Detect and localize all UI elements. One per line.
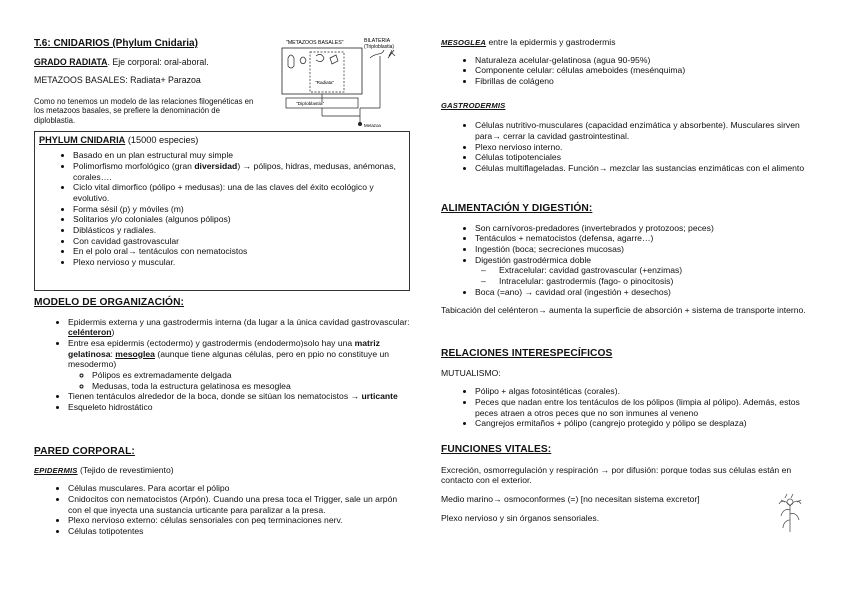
list-item: • Fibrillas de colágeno xyxy=(475,76,821,87)
epidermis-heading: EPIDERMIS (Tejido de revestimiento) xyxy=(34,464,174,475)
modelo-list xyxy=(34,317,412,413)
diagram-label-diplo: "Diploblastia" xyxy=(296,102,325,107)
tabicacion-text: Tabicación del celénteron→ aumenta la superficie de absorción + sistema de transporte interno. xyxy=(441,305,806,316)
phylum-box xyxy=(34,131,410,291)
list-item: • Ingestión (boca; secreciones mucosas) xyxy=(475,244,821,255)
phylum-heading: PHYLUM CNIDARIA (15000 especies) xyxy=(39,135,199,145)
mutualismo-list xyxy=(441,386,821,429)
list-item: • Pólipo + algas fotosintéticas (corales). xyxy=(475,386,821,397)
modelo-title: MODELO DE ORGANIZACIÓN: xyxy=(34,297,185,308)
mutualismo-label: MUTUALISMO: xyxy=(441,367,501,378)
list-item: • Entre esa epidermis (ectodermo) y gastrodermis (endodermo)solo hay una matriz gelatinosa: mesoglea (aunque tiene algunas células, pero en ppio no constituye un mesodermo) ◦ Pólipos es extremadamente delgada ◦ Medusas, toda la estructura gelatinosa es mesoglea xyxy=(68,338,412,391)
list-item: ◦ Medusas, toda la estructura gelatinosa es mesoglea xyxy=(92,381,412,392)
list-item: • Polimorfismo morfológico (gran diversidad) → pólipos, hidras, medusas, anémonas, corales…. xyxy=(73,161,405,182)
mesoglea-heading: MESOGLEA entre la epidermis y gastrodermis xyxy=(441,37,616,47)
list-item: – Intracelular: gastrodermis (fago- o pinocitosis) xyxy=(499,276,821,287)
list-item: • Solitarios y/o coloniales (algunos pólipos) xyxy=(73,214,405,225)
list-item: • Células nutritivo-musculares (capacidad enzimática y absorbente). Musculares sirven para→ cerrar la cavidad gastrointestinal. xyxy=(475,120,821,141)
list-item: • Células multiflageladas. Función→ mezclar las sustancias enzimáticas con el alimento xyxy=(475,163,821,174)
diagram-organism-icons xyxy=(288,50,395,68)
diagram-label-metazoos: "METAZOOS BASALES" xyxy=(286,40,344,46)
phylum-list xyxy=(39,150,405,267)
list-item: • Plexo nervioso externo: células sensoriales con peq terminaciones nerv. xyxy=(68,515,412,526)
diagram-label-triplo: (Triploblastia) xyxy=(364,44,395,50)
alimentacion-list xyxy=(441,223,821,298)
list-item: • Epidermis externa y una gastrodermis interna (da lugar a la única cavidad gastrovascular: celénteron) xyxy=(68,317,412,338)
polyp-illustration-icon xyxy=(776,492,804,534)
list-item: • Digestión gastrodérmica doble – Extracelular: cavidad gastrovascular (+enzimas) – Intracelular: gastrodermis (fago- o pinocitosis) xyxy=(475,255,821,287)
list-item: • Con cavidad gastrovascular xyxy=(73,236,405,247)
digestion-sublist xyxy=(475,265,821,286)
modelo-sublist xyxy=(68,370,412,391)
funciones-p2: Medio marino→ osmoconformes (=) [no necesitan sistema excretor] xyxy=(441,493,700,504)
list-item: • Cangrejos ermitaños + pólipo (cangrejo protegido y pólipo se desplaza) xyxy=(475,418,821,429)
list-item: • Forma sésil (p) y móviles (m) xyxy=(73,204,405,215)
pared-title: PARED CORPORAL: xyxy=(34,446,135,457)
list-item: • Tienen tentáculos alrededor de la boca, donde se sitúan los nematocistos → urticante xyxy=(68,391,412,402)
list-item: • Células totipotentes xyxy=(68,526,412,537)
intro-note: Como no tenemos un modelo de las relaciones filogenéticas en los metazoos basales, se prefiere la denominación de diploblastia. xyxy=(34,97,254,125)
diagram-label-metazoa: Metazoa xyxy=(364,123,381,128)
diagram-label-bilateria: BILATERIA xyxy=(364,38,391,44)
list-item: – Extracelular: cavidad gastrovascular (+enzimas) xyxy=(499,265,821,276)
list-item: • Esqueleto hidrostático xyxy=(68,402,412,413)
list-item: • Naturaleza acelular-gelatinosa (agua 90-95%) xyxy=(475,55,821,66)
list-item: • Peces que nadan entre los tentáculos de los pólipos (limpia al pólipo). Además, estos peces atraen a otros peces que no son inmunes al veneno xyxy=(475,397,821,418)
mesoglea-section xyxy=(441,37,821,87)
gastrodermis-list xyxy=(441,120,821,173)
list-item: • Cnidocitos con nematocistos (Arpón). Cuando una presa toca el Trigger, sale un arpón con el que inyecta una sustancia urticante para paralizar a la presa. xyxy=(68,494,412,515)
epidermis-list xyxy=(34,483,412,536)
mesoglea-list xyxy=(441,55,821,87)
funciones-p3: Plexo nervioso y sin órganos sensoriales. xyxy=(441,512,600,523)
funciones-section xyxy=(441,444,821,523)
list-item: • Plexo nervioso interno. xyxy=(475,142,821,153)
alimentacion-section xyxy=(441,203,821,316)
list-item: ◦ Pólipos es extremadamente delgada xyxy=(92,370,412,381)
list-item: • Boca (=ano) → cavidad oral (ingestión + desechos) xyxy=(475,287,821,298)
list-item: • Células totipotenciales xyxy=(475,152,821,163)
relaciones-section xyxy=(441,348,821,429)
modelo-section xyxy=(34,297,412,413)
list-item: • Plexo nervioso y muscular. xyxy=(73,257,405,268)
diagram-root-node xyxy=(358,122,362,126)
relaciones-title: RELACIONES INTERESPECÍFICOS xyxy=(441,348,613,359)
gastrodermis-section xyxy=(441,101,821,174)
funciones-p1: Excreción, osmorregulación y respiración → por difusión: porque todas sus células están en contacto con el exterior. xyxy=(441,464,792,486)
grado-line: GRADO RADIATA. Eje corporal: oral-aboral. xyxy=(34,57,209,67)
metazoos-line: METAZOOS BASALES: Radiata+ Parazoa xyxy=(34,75,201,85)
gastrodermis-heading: GASTRODERMIS xyxy=(441,101,506,110)
diagram-radiata-box xyxy=(310,52,344,92)
list-item: • Componente celular: células ameboides (mesénquima) xyxy=(475,65,821,76)
list-item: • Células musculares. Para acortar el pólipo xyxy=(68,483,412,494)
list-item: • En el polo oral→ tentáculos con nematocistos xyxy=(73,246,405,257)
funciones-title: FUNCIONES VITALES: xyxy=(441,444,552,455)
page-title: T.6: CNIDARIOS (Phylum Cnidaria) xyxy=(34,38,198,49)
list-item: • Basado en un plan estructural muy simple xyxy=(73,150,405,161)
list-item: • Tentáculos + nematocistos (defensa, agarre…) xyxy=(475,233,821,244)
list-item: • Diblásticos y radiales. xyxy=(73,225,405,236)
pared-section xyxy=(34,446,412,537)
list-item: • Ciclo vital dimorfico (pólipo + medusas): una de las claves del éxito ecológico y evolutivo. xyxy=(73,182,405,203)
diagram-label-radiata: "Radiata" xyxy=(315,80,335,85)
alimentacion-title: ALIMENTACIÓN Y DIGESTIÓN: xyxy=(441,203,593,214)
phylogeny-diagram xyxy=(280,36,410,132)
list-item: • Son carnívoros-predadores (invertebrados y protozoos; peces) xyxy=(475,223,821,234)
